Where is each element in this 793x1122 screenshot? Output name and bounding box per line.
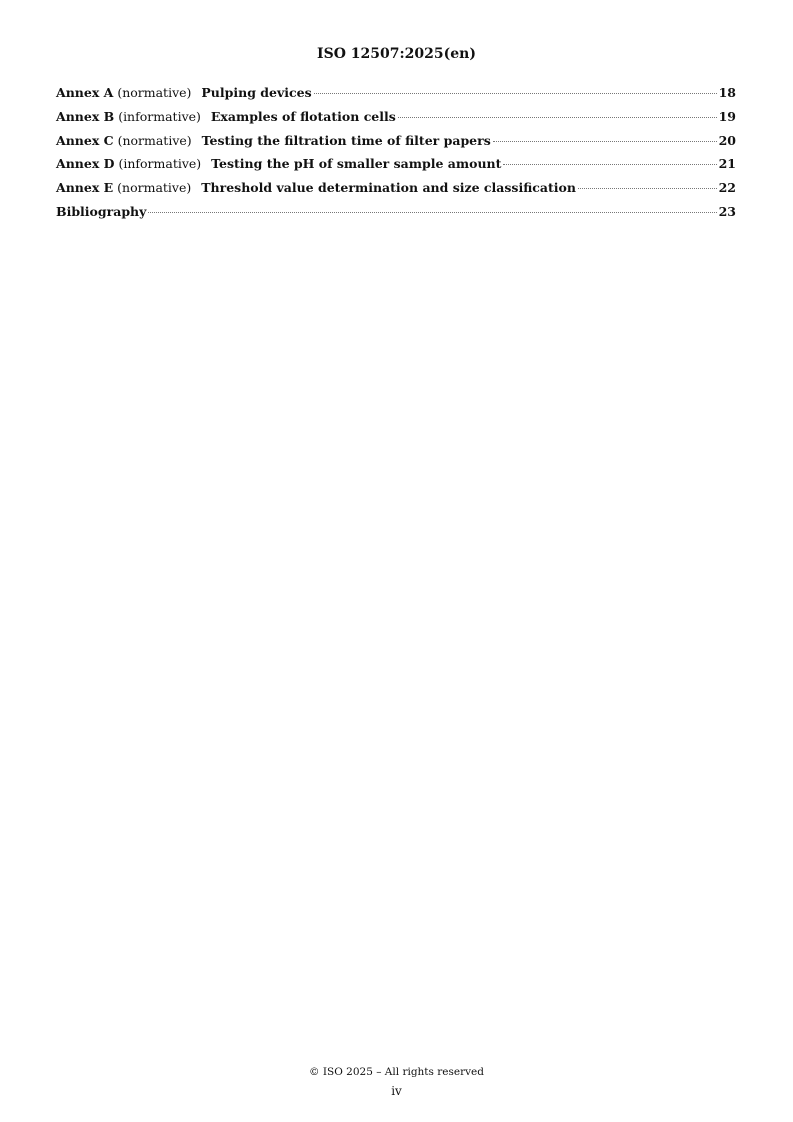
annex-title: Threshold value determination and size classification — [201, 180, 576, 196]
document-title: ISO 12507:2025(en) — [317, 46, 476, 62]
page-footer-number: iv — [391, 1084, 402, 1098]
dot-leader — [503, 164, 716, 165]
annex-title: Testing the filtration time of filter papers — [201, 132, 491, 148]
annex-type: (informative) — [118, 156, 202, 172]
annex-title: Examples of flotation cells — [210, 108, 396, 124]
toc-entry-annex-c[interactable] — [56, 133, 736, 157]
annex-id: Annex E — [56, 180, 114, 196]
dot-leader — [578, 188, 717, 189]
dot-leader — [148, 212, 716, 213]
annex-type: (normative) — [117, 180, 192, 196]
page-number: 23 — [718, 203, 736, 219]
dot-leader — [398, 117, 717, 118]
dot-leader — [493, 141, 717, 142]
annex-id: Annex C — [56, 132, 114, 148]
page-number: 20 — [718, 132, 736, 148]
annex-id: Annex B — [56, 108, 115, 124]
toc-entry-annex-d[interactable] — [56, 156, 736, 180]
annex-type: (normative) — [117, 132, 192, 148]
annex-id: Annex D — [56, 156, 115, 172]
table-of-contents — [56, 85, 736, 228]
toc-entry-bibliography[interactable] — [56, 204, 736, 228]
page-number: 19 — [718, 108, 736, 124]
annex-type: (informative) — [118, 108, 201, 124]
annex-title: Pulping devices — [201, 85, 312, 100]
bibliography-title: Bibliography — [56, 203, 147, 219]
annex-title: Testing the pH of smaller sample amount — [211, 156, 502, 172]
dot-leader — [314, 93, 717, 94]
annex-id: Annex A — [56, 85, 114, 100]
page-number: 21 — [718, 156, 736, 172]
page-number: 18 — [718, 85, 736, 100]
toc-entry-annex-b[interactable] — [56, 109, 736, 133]
copyright-notice: © ISO 2025 – All rights reserved — [309, 1066, 484, 1078]
toc-entry-annex-e[interactable] — [56, 180, 736, 204]
annex-type: (normative) — [117, 85, 192, 100]
toc-entry-annex-a[interactable] — [56, 85, 736, 109]
page-number: 22 — [718, 180, 736, 196]
